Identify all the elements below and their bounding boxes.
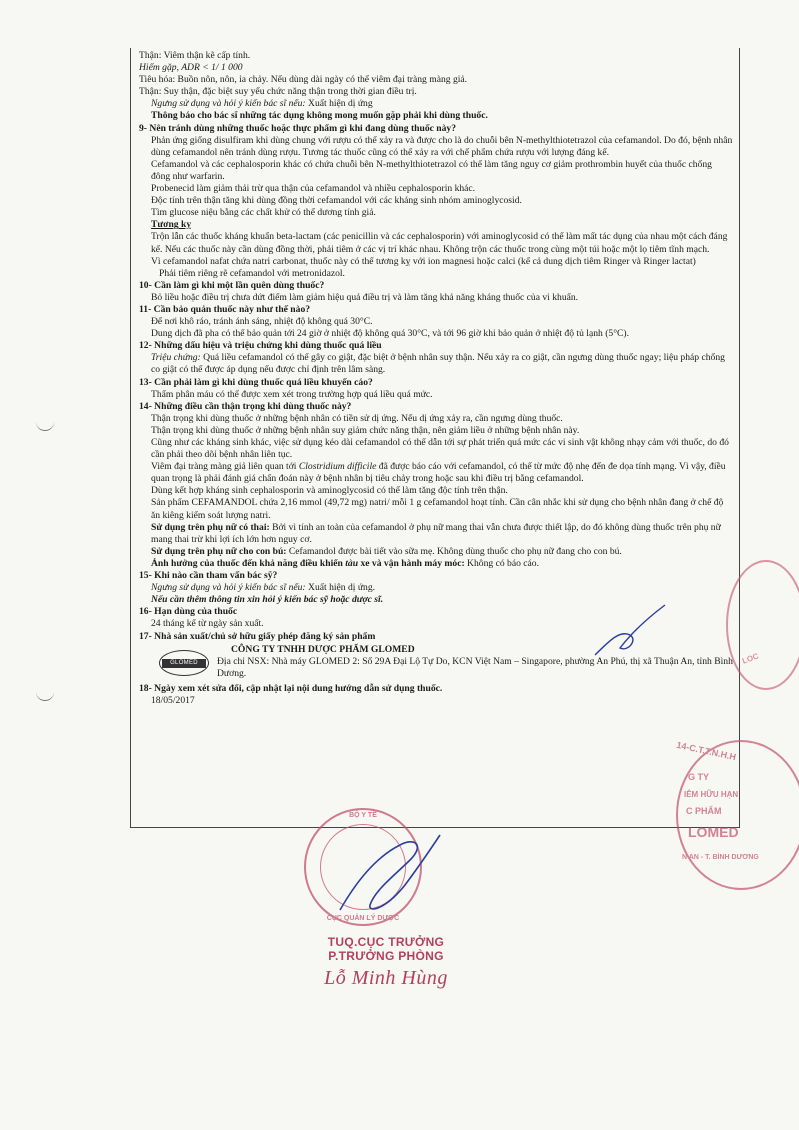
text-line [139,352,733,376]
stamp-inner-ring [320,824,406,910]
text-line: Tiêu hóa: Buồn nôn, nôn, ỉa chảy. Nếu dùng dài ngày có thể viêm đại tràng màng giả. [139,74,468,86]
text-line: Vì cefamandol nafat chứa natri carbonat, thuốc này có thể tương kỵ với ion magnesi hoặc calci (kể cả dung dịch tiêm Ringer và Ringer lactat) [151,255,696,267]
signer-title: TUQ.CỤC TRƯỞNG [327,935,445,949]
text-line: Thông báo cho bác sĩ những tác dụng không mong muốn gặp phải khi dùng thuốc. [151,110,488,122]
section-heading-13: 13- Cần phải làm gì khi dùng thuốc quá liều khuyến cáo? [139,376,373,388]
document-page [130,48,740,828]
section-heading-14: 14- Những điều cần thận trọng khi dùng thuốc này? [139,400,352,412]
text-line: Tìm glucose niệu bằng các chất khử có thể dương tính giả. [151,207,376,219]
text-span: Xuất hiện dị ứng. [305,582,376,594]
text-line: Độc tính trên thận tăng khi dùng đồng thời cefamandol với các kháng sinh nhóm aminoglycosid. [151,195,522,207]
section-heading-18: 18- Ngày xem xét sửa đổi, cập nhật lại nội dung hướng dẫn sử dụng thuốc. [139,682,443,694]
logo-text: GLOMED [162,659,206,668]
section-heading-17: 17- Nhà sản xuất/chủ sở hữu giấy phép đăng ký sản phẩm [139,630,376,642]
text-line: Trộn lẫn các thuốc kháng khuẩn beta-lactam (các penicillin và các cephalosporin) với aminoglycosid có thể làm mất tác dụng của nhau một cách đáng kể. Nếu các thuốc này cần dùng đồng thời, phải tiêm ở các vị trí khác nhau. Không trộn các thuốc trong cùng một túi hoặc một lọ tiêm tĩnh mạch. [151,231,728,255]
text-line [139,582,733,594]
text-span: đã được báo cáo với cefamandol, có thể từ mức độ nhẹ đến đe dọa tính mạng. Vì vậy, điều quan trọng là phải đánh giá chẩn đoán này ở bệnh nhân bị tiêu chảy trong hoặc sau khi điều trị bằng cefamandol. [151,461,726,485]
stamp-text: G TY [688,772,710,782]
section-heading-12: 12- Những dấu hiệu và triệu chứng khi dùng thuốc quá liều [139,340,382,352]
stamp-text: BỘ Y TẾ [349,812,377,819]
text-span: Không có báo cáo. [464,557,539,569]
section-heading-10: 10- Cần làm gì khi một lần quên dùng thuốc? [139,279,325,291]
text-line: Sản phẩm CEFAMANDOL chứa 2,16 mmol (49,72 mg) natri/ mỗi 1 g cefamandol hoạt tính. Cần cân nhắc khi sử dụng cho bệnh nhân đang ở chế độ ăn kiêng kiểm soát lượng natri. [151,497,724,521]
text-bold: Sử dụng trên phụ nữ có thai: [151,521,270,533]
text-bold: Ảnh hưởng của thuốc đến khả năng điều khiển [151,557,346,569]
authority-stamp [304,808,422,926]
glomed-logo [159,650,209,676]
signer-position: P.TRƯỞNG PHÒNG [328,949,444,963]
section-heading-16: 16- Hạn dùng của thuốc [139,606,238,618]
company-name: CÔNG TY TNHH DƯỢC PHẨM GLOMED [231,643,415,655]
text-italic: Ngưng sử dụng và hỏi ý kiến bác sĩ nếu: [151,582,306,594]
text-line [139,461,733,485]
text-italic: Triệu chứng: [151,352,201,364]
punch-hole [36,420,54,431]
stamp-text: LOMED [688,824,739,840]
section-heading-11: 11- Cần bảo quản thuốc này như thế nào? [139,303,311,315]
signature-block [286,935,486,990]
stamp-text: N AN - T. BÌNH DƯƠNG [682,854,759,861]
company-stamp [676,740,799,890]
text-line: Hiếm gặp, ADR < 1/ 1 000 [139,62,243,74]
text-italic: Clostridium difficile [298,461,377,473]
subheading-tuong-ky: Tương kỵ [151,219,192,231]
text-bold-italic: tàu [345,557,359,569]
stamp-text: C PHẨM [686,806,722,816]
text-span: Quá liều cefamandol có thể gây co giật, đặc biệt ở bệnh nhân suy thận. Nếu xảy ra co giật, cần ngưng dùng thuốc ngay; liệu pháp chống co giật có thể được áp dụng nếu được chỉ định trên lâm sàng. [151,352,725,376]
text-italic: Ngưng sử dụng và hỏi ý kiến bác sĩ nếu: [151,98,306,110]
text-span: Xuất hiện dị ứng [305,98,373,110]
section-heading-9: 9- Nên tránh dùng những thuốc hoặc thực phẩm gì khi đang dùng thuốc này? [139,122,457,134]
text-line: 24 tháng kể từ ngày sản xuất. [151,618,264,630]
manufacturer-block [159,644,733,680]
text-span: Cefamandol được bài tiết vào sữa mẹ. Không dùng thuốc cho phụ nữ đang cho con bú. [286,545,622,557]
text-line: Phản ứng giống disulfiram khi dùng chung với rượu có thể xảy ra và được cho là do chuỗi bên N-methylthiotetrazol của cefamandol. Do đó, bệnh nhân dùng cefamandol nên tránh dùng rượu. Tương tác thuốc cũng có thể xảy ra với chế phẩm chứa rượu với lượng đáng kể. [151,134,733,158]
revision-date: 18/05/2017 [151,694,195,706]
stamp-text: 14-C.T.T.N.H.H [675,739,737,763]
text-line: Phải tiêm riêng rẽ cefamandol với metronidazol. [159,267,345,279]
text-line: Bỏ liều hoặc điều trị chưa dứt điểm làm giảm hiệu quả điều trị và làm tăng khả năng kháng thuốc của vi khuẩn. [151,291,579,303]
text-line [139,546,733,558]
stamp-text: CỤC QUẢN LÝ DƯỢC [326,915,400,922]
stamp-text: LOC [740,651,760,666]
stamp-text: IÊM HỮU HẠN [684,790,739,799]
text-line: Thận: Suy thận, đặc biệt suy yếu chức năng thận trong thời gian điều trị. [139,86,417,98]
text-span: Bởi vì tính an toàn của cefamandol ở phụ nữ mang thai vẫn chưa được thiết lập, do đó không dùng thuốc trên phụ nữ mang thai trừ khi lợi ích lớn hơn nguy cơ. [151,521,721,545]
signer-name: Lỗ Minh Hùng [324,967,448,989]
manufacturer-details [217,644,733,680]
text-line [139,98,733,110]
section-heading-15: 15- Khi nào cần tham vấn bác sỹ? [139,570,278,582]
text-bold: Sử dụng trên phụ nữ cho con bú: [151,545,287,557]
company-address: Địa chỉ NSX: Nhà máy GLOMED 2: Số 29A Đại Lộ Tự Do, KCN Việt Nam – Singapore, phường An Phú, thị xã Thuận An, tỉnh Bình Dương. [217,655,733,679]
text-line: Cũng như các kháng sinh khác, việc sử dụng kéo dài cefamandol có thể dẫn tới sự phát triển quá mức các vi sinh vật không nhạy cảm với thuốc, do đó cần phải theo dõi bệnh nhân liên tục. [151,437,729,461]
text-line [139,558,733,570]
text-line: Nếu cần thêm thông tin xin hỏi ý kiến bác sỹ hoặc dược sĩ. [151,594,384,606]
text-line: Dùng kết hợp kháng sinh cephalosporin và aminoglycosid có thể làm tăng độc tính trên thận. [151,485,508,497]
text-line [139,522,733,546]
text-line: Cefamandol và các cephalosporin khác có chứa chuỗi bên N-methylthiotetrazol có thể làm tăng nguy cơ giảm prothrombin huyết của thuốc chống đông như warfarin. [151,158,712,182]
text-bold: xe và vận hành máy móc: [358,557,465,569]
text-line: Thận: Viêm thận kẽ cấp tính. [139,50,251,61]
text-line: Dung dịch đã pha có thể bảo quản tới 24 giờ ở nhiệt độ không quá 30°C, và tới 96 giờ khi bảo quản ở nhiệt độ tủ lạnh (5°C). [151,328,630,340]
punch-hole [36,690,54,701]
text-line: Thận trọng khi dùng thuốc ở những bệnh nhân suy giảm chức năng thận, nên giảm liều ở những bệnh nhân này. [151,424,580,436]
text-line: Để nơi khô ráo, tránh ánh sáng, nhiệt độ không quá 30°C. [151,316,373,328]
company-stamp-partial [726,560,799,690]
text-line: Probenecid làm giảm thải trừ qua thận của cefamandol và nhiều cephalosporin khác. [151,183,476,195]
text-span: Viêm đại tràng màng giả liên quan tới [151,461,299,473]
text-line: Thận trọng khi dùng thuốc ở những bệnh nhân có tiền sử dị ứng. Nếu dị ứng xảy ra, cần ngưng dùng thuốc. [151,412,563,424]
text-line: Thẩm phân máu có thể được xem xét trong trường hợp quá liều quá mức. [151,388,433,400]
